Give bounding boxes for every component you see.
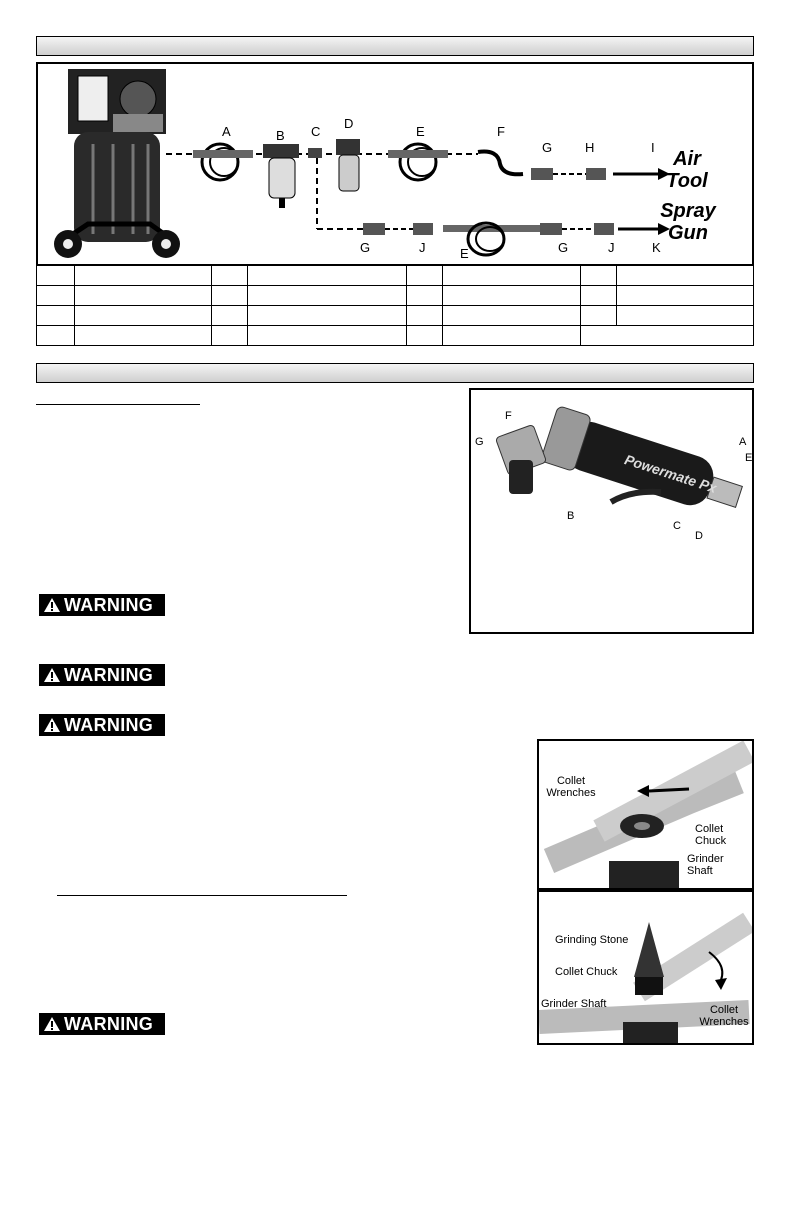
parts-legend-table — [36, 265, 754, 346]
plug-h — [586, 168, 606, 180]
air-tool-label: Air Tool — [666, 148, 708, 192]
label-d: D — [344, 116, 354, 131]
brand-text: Powermate Px — [622, 451, 719, 497]
warning-triangle-icon — [43, 597, 61, 613]
hose-e-top — [388, 144, 448, 180]
warning-badge-4 — [39, 1013, 165, 1035]
collet-wrenches-label: Collet Wrenches — [546, 775, 596, 799]
valve-c — [308, 148, 322, 158]
warning-triangle-icon — [43, 1016, 61, 1032]
table-row — [37, 326, 754, 346]
grinder-label-a: A — [739, 436, 747, 448]
label-i: I — [651, 140, 655, 155]
collet-photo-1 — [537, 739, 754, 890]
label-j-bot1: J — [419, 240, 426, 255]
warning-triangle-icon — [43, 667, 61, 683]
warning-text: WARNING — [64, 664, 154, 685]
grinder-label-d: D — [695, 530, 703, 542]
warning-badge-2 — [39, 664, 165, 686]
filter-b — [263, 144, 299, 208]
label-g-bot2: G — [558, 240, 569, 255]
grinding-stone-label: Grinding Stone — [555, 934, 629, 946]
grinder-label-e: E — [745, 452, 753, 464]
label-k: K — [652, 240, 661, 255]
warning-text: WARNING — [64, 594, 154, 615]
coupler-g-top — [531, 168, 553, 180]
label-a: A — [222, 124, 231, 139]
label-g-bot1: G — [360, 240, 371, 255]
label-j-bot2: J — [608, 240, 615, 255]
plug-j-bot1 — [413, 223, 433, 235]
warning-badge-3 — [39, 714, 165, 736]
grinder-label-b: B — [567, 510, 575, 522]
collet-chuck-label-2: Collet Chuck — [555, 966, 618, 978]
grinder-label-g: G — [475, 436, 484, 448]
compressor-illustration — [54, 69, 180, 258]
air-system-diagram — [36, 62, 754, 266]
warning-text: WARNING — [64, 714, 154, 735]
collet-wrenches-label-2: Collet Wrenches — [699, 1004, 749, 1028]
coupler-g-bot1 — [363, 223, 385, 235]
collet-chuck-label: Collet Chuck — [695, 823, 727, 847]
label-c: C — [311, 124, 321, 139]
subheading-underline-2 — [57, 895, 347, 896]
grinder-label-c: C — [673, 520, 681, 532]
label-f: F — [497, 124, 505, 139]
section-header-bar-1 — [36, 36, 754, 56]
regulator-d — [336, 139, 360, 191]
air-system-drawing — [38, 64, 752, 264]
section-header-bar-2 — [36, 363, 754, 383]
spray-gun-label: Spray Gun — [660, 200, 716, 244]
hose-a — [193, 144, 253, 180]
label-b: B — [276, 128, 285, 143]
table-row — [37, 286, 754, 306]
warning-text: WARNING — [64, 1013, 154, 1034]
grinder-shaft-label: Grinder Shaft — [687, 853, 724, 877]
coupler-g-bot2 — [540, 223, 562, 235]
label-g-top: G — [542, 140, 553, 155]
subheading-underline-1 — [36, 404, 200, 405]
collet-photo-2 — [537, 890, 754, 1045]
grinder-label-f: F — [505, 410, 512, 422]
warning-triangle-icon — [43, 717, 61, 733]
warning-badge-1 — [39, 594, 165, 616]
table-row — [37, 266, 754, 286]
label-e-top: E — [416, 124, 425, 139]
plug-j-bot2 — [594, 223, 614, 235]
grinder-photo — [469, 388, 754, 634]
label-h: H — [585, 140, 595, 155]
grinder-shaft-label-2: Grinder Shaft — [541, 998, 607, 1010]
whip-hose-f — [478, 152, 523, 175]
table-row — [37, 306, 754, 326]
label-e-bot: E — [460, 246, 469, 261]
grinder-drawing — [471, 390, 752, 632]
